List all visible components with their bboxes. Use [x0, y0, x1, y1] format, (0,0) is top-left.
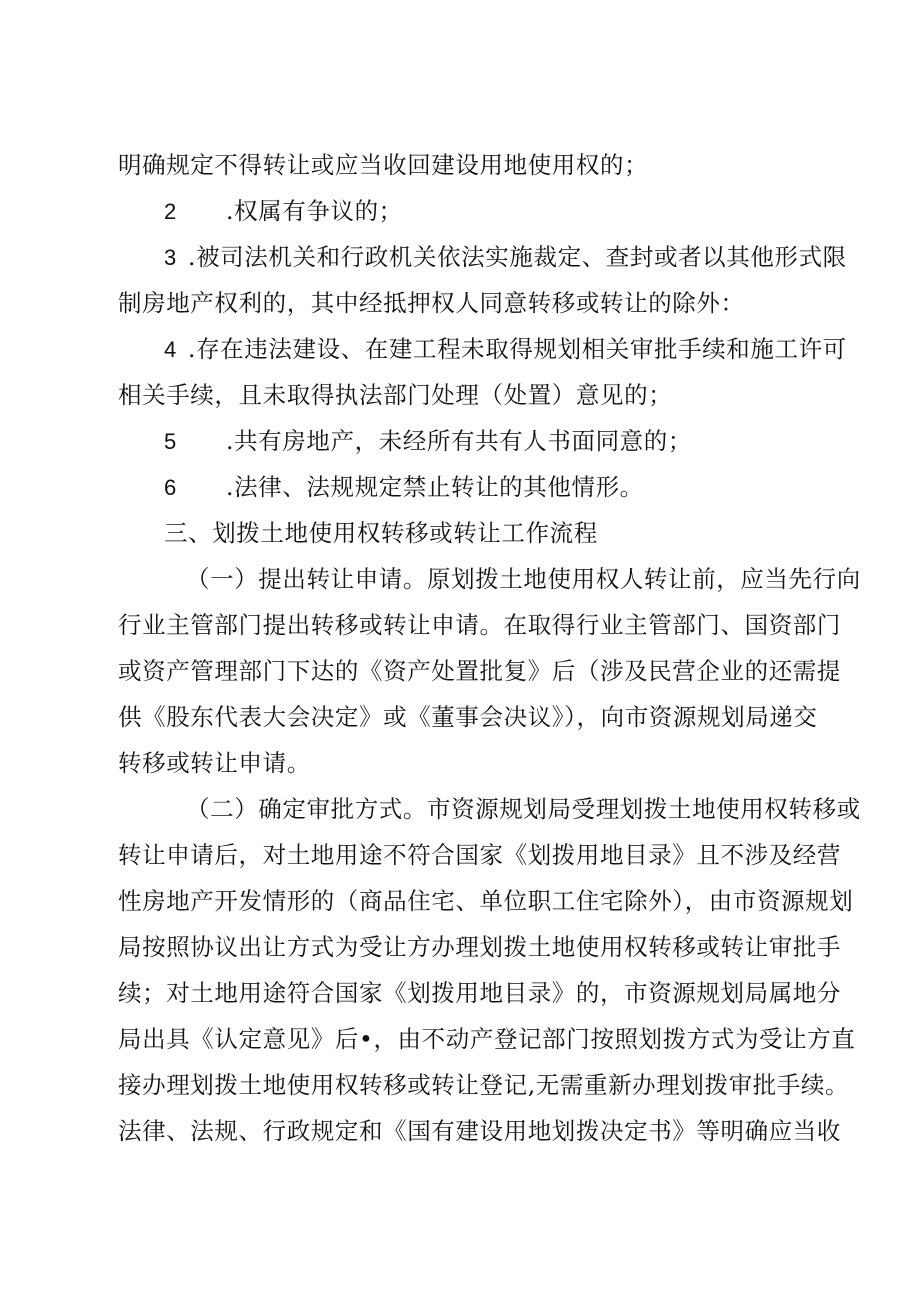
item-number: 3: [164, 245, 177, 270]
list-item-6: [164, 464, 864, 510]
line-text: .权属有争议的；: [226, 197, 403, 225]
paragraph-line: [186, 786, 886, 832]
paragraph-line: [118, 694, 818, 740]
line-text: 制房地产权利的，其中经抵押权人同意转移或转让的除外：: [118, 289, 745, 317]
paragraph-line: [118, 1016, 856, 1062]
item-number: 5: [164, 429, 177, 454]
line-text: 接办理划拨土地使用权转移或转让登记,无需重新办理划拨审批手续。: [118, 1071, 850, 1099]
list-item-4: [164, 326, 864, 372]
line-text: .法律、法规规定禁止转让的其他情形。: [226, 473, 644, 501]
paragraph-line: [118, 878, 854, 924]
paragraph-line: [118, 1062, 850, 1108]
line-text: 或资产管理部门下达的《资产处置批复》后（涉及民营企业的还需提: [118, 657, 841, 685]
line-text: .存在违法建设、在建工程未取得规划相关审批手续和施工许可: [188, 335, 847, 363]
item-number: 4: [164, 337, 177, 362]
line-text: 供《股东代表大会决定》或《董事会决议》），向市资源规划局递交: [118, 703, 818, 731]
section-heading: [164, 510, 864, 556]
paragraph-line: [118, 648, 841, 694]
paragraph-line: [118, 832, 841, 878]
line-text: 续；对土地用途符合国家《划拨用地目录》的，市资源规划局属地分: [118, 979, 841, 1007]
paragraph-line: [118, 142, 818, 188]
paragraph-line: [118, 970, 841, 1016]
item-number: 6: [164, 475, 177, 500]
line-text: （二）确定审批方式。市资源规划局受理划拨土地使用权转移或: [186, 795, 861, 823]
line-text: 法律、法规、行政规定和《国有建设用地划拨决定书》等明确应当收: [118, 1117, 841, 1145]
line-text: （一）提出转让申请。原划拨土地使用权人转让前，应当先行向: [186, 565, 861, 593]
line-text: 明确规定不得转让或应当收回建设用地使用权的；: [118, 151, 649, 179]
paragraph-line: [118, 602, 841, 648]
line-text: .被司法机关和行政机关依法实施裁定、查封或者以其他形式限: [188, 243, 847, 271]
line-text: 局按照协议出让方式为受让方办理划拨土地使用权转移或转让审批手: [118, 933, 841, 961]
line-text: 行业主管部门提出转移或转让申请。在取得行业主管部门、国资部门: [118, 611, 841, 639]
heading-text: 三、划拨土地使用权转移或转让工作流程: [164, 519, 598, 547]
paragraph-line: [118, 1108, 841, 1154]
line-text: 性房地产开发情形的（商品住宅、单位职工住宅除外），由市资源规划: [118, 887, 854, 915]
list-item-2: [164, 188, 864, 234]
list-item-3: [164, 234, 864, 280]
paragraph-line: [118, 740, 818, 786]
line-text: 转让申请后，对土地用途不符合国家《划拨用地目录》且不涉及经营: [118, 841, 841, 869]
list-item-5: [164, 418, 864, 464]
line-text: 转移或转让申请。: [118, 749, 311, 777]
paragraph-line: [186, 556, 886, 602]
paragraph-line: [118, 372, 818, 418]
item-number: 2: [164, 199, 177, 224]
line-text: 局出具《认定意见》后•，由不动产登记部门按照划拨方式为受让方直: [118, 1025, 856, 1053]
line-text: .共有房地产，未经所有共有人书面同意的；: [226, 427, 692, 455]
paragraph-line: [118, 280, 818, 326]
paragraph-line: [118, 924, 841, 970]
line-text: 相关手续，且未取得执法部门处理（处置）意见的；: [118, 381, 673, 409]
